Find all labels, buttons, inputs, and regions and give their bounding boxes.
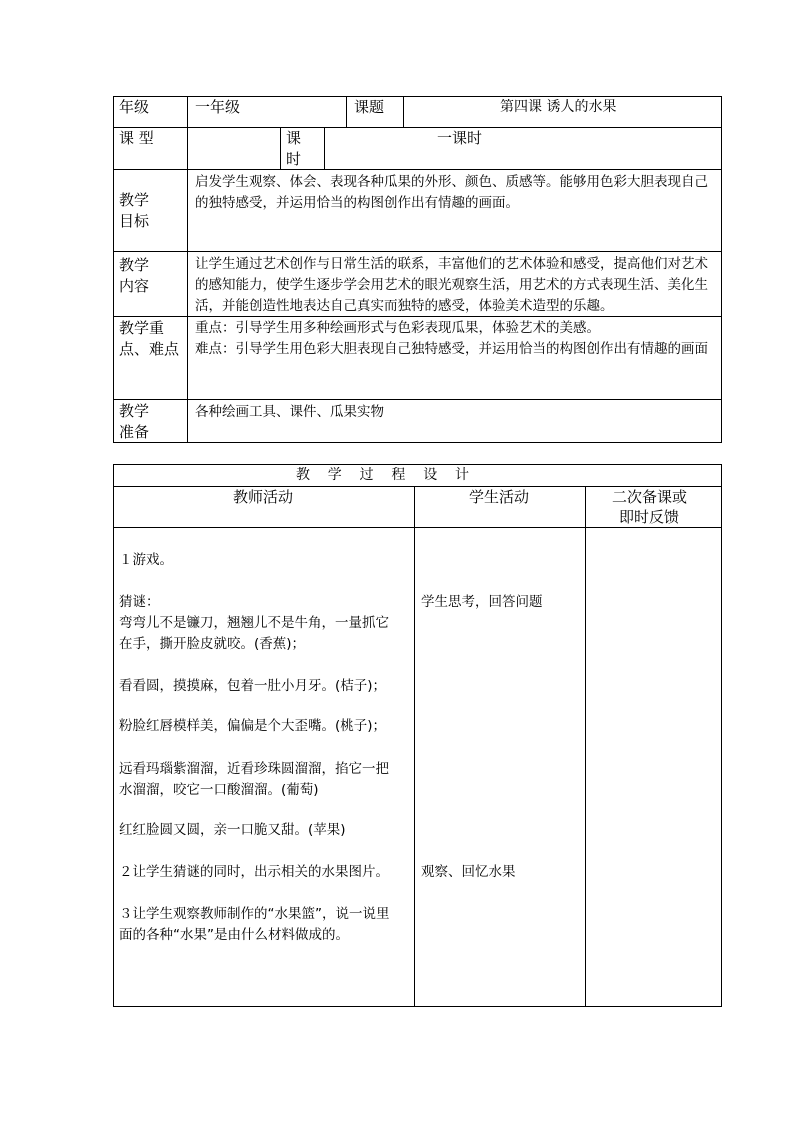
riddle1-line2: 在手，撕开脸皮就咬。(香蕉)；	[119, 636, 306, 652]
table-border	[324, 127, 325, 169]
table-border	[113, 1006, 722, 1007]
table-border	[414, 486, 415, 1007]
riddle3-text: 粉脸红唇模样美，偏偏是个大歪嘴。(桃子)；	[119, 718, 387, 734]
grade-value: 一年级	[195, 98, 241, 116]
riddle-label: 猜谜：	[119, 594, 160, 610]
riddle2-text: 看看圆，摸摸麻，包着一肚小月牙。(桔子)；	[119, 678, 387, 694]
difficulty-text: 难点：引导学生用色彩大胆表现自己独特感受，并运用恰当的构图创作出有情趣的画面	[195, 341, 708, 357]
riddle1-line1: 弯弯儿不是镰刀，翘翘儿不是牛角，一量抓它	[119, 615, 389, 631]
table-border	[403, 96, 404, 127]
table-border	[721, 96, 722, 443]
content-label: 教学内容	[119, 256, 150, 295]
riddle4-line1: 远看玛瑙紫溜溜，近看珍珠圆溜溜，掐它一把	[119, 761, 389, 777]
riddle4-line2: 水溜溜，咬它一口酸溜溜。(葡萄)	[119, 782, 319, 798]
prep-text: 各种绘画工具、课件、瓜果实物	[195, 404, 384, 420]
content-text: 让学生通过艺术创作与日常生活的联系，丰富他们的艺术体验和感受，提高他们对艺术的感知能力，使学生逐步学会用艺术的眼光观察生活，用艺术的方式表现生活、美化生活，并能创造性地表达自己真实而独特的感受，体验美术造型的乐趣。	[195, 256, 708, 314]
hours-label: 课时	[286, 129, 302, 168]
prep-label: 教学准备	[119, 402, 150, 441]
table-border	[113, 442, 722, 443]
step3-line2: 面的各种“水果”是由什么材料做成的。	[119, 927, 349, 943]
table-border	[113, 399, 722, 400]
goal-text: 启发学生观察、体会、表现各种瓜果的外形、颜色、质感等。能够用色彩大胆表现自己的独特感受，并运用恰当的构图创作出有情趣的画面。	[195, 174, 708, 211]
table-border	[113, 464, 114, 1007]
step1-text: １游戏。	[119, 552, 173, 568]
key-point: 重点：引导学生用多种绘画形式与色彩表现瓜果，体验艺术的美感。	[195, 320, 600, 336]
topic-label: 课题	[354, 98, 385, 116]
grade-label: 年级	[119, 98, 150, 116]
student-activity-2: 观察、回忆水果	[421, 864, 516, 880]
table-border	[113, 251, 722, 252]
goal-label: 教学目标	[119, 191, 150, 230]
type-label: 课 型	[119, 129, 154, 147]
table-border	[280, 127, 281, 169]
step2-text: ２让学生猜谜的同时，出示相关的水果图片。	[119, 864, 389, 880]
table-border	[113, 169, 722, 170]
table-border	[113, 96, 114, 443]
table-border	[346, 96, 347, 127]
topic-value: 第四课 诱人的水果	[500, 99, 617, 115]
table-border	[187, 96, 188, 443]
col-feedback-header-2: 即时反馈	[619, 508, 680, 526]
step3-line1: ３让学生观察教师制作的“水果篮”，说一说里	[119, 906, 390, 922]
hours-value: 一课时	[437, 129, 483, 147]
key-label: 教学重点、难点	[119, 319, 180, 358]
process-title: 教 学 过 程 设 计	[296, 467, 470, 483]
table-border	[113, 127, 722, 128]
table-border	[585, 486, 586, 1007]
riddle5-text: 红红脸圆又圆，亲一口脆又甜。(苹果)	[119, 822, 346, 838]
student-activity-1: 学生思考，回答问题	[421, 594, 543, 610]
col-teacher-header: 教师活动	[233, 488, 294, 506]
table-border	[721, 464, 722, 1007]
col-student-header: 学生活动	[469, 488, 530, 506]
col-feedback-header-1: 二次备课或	[612, 488, 688, 506]
